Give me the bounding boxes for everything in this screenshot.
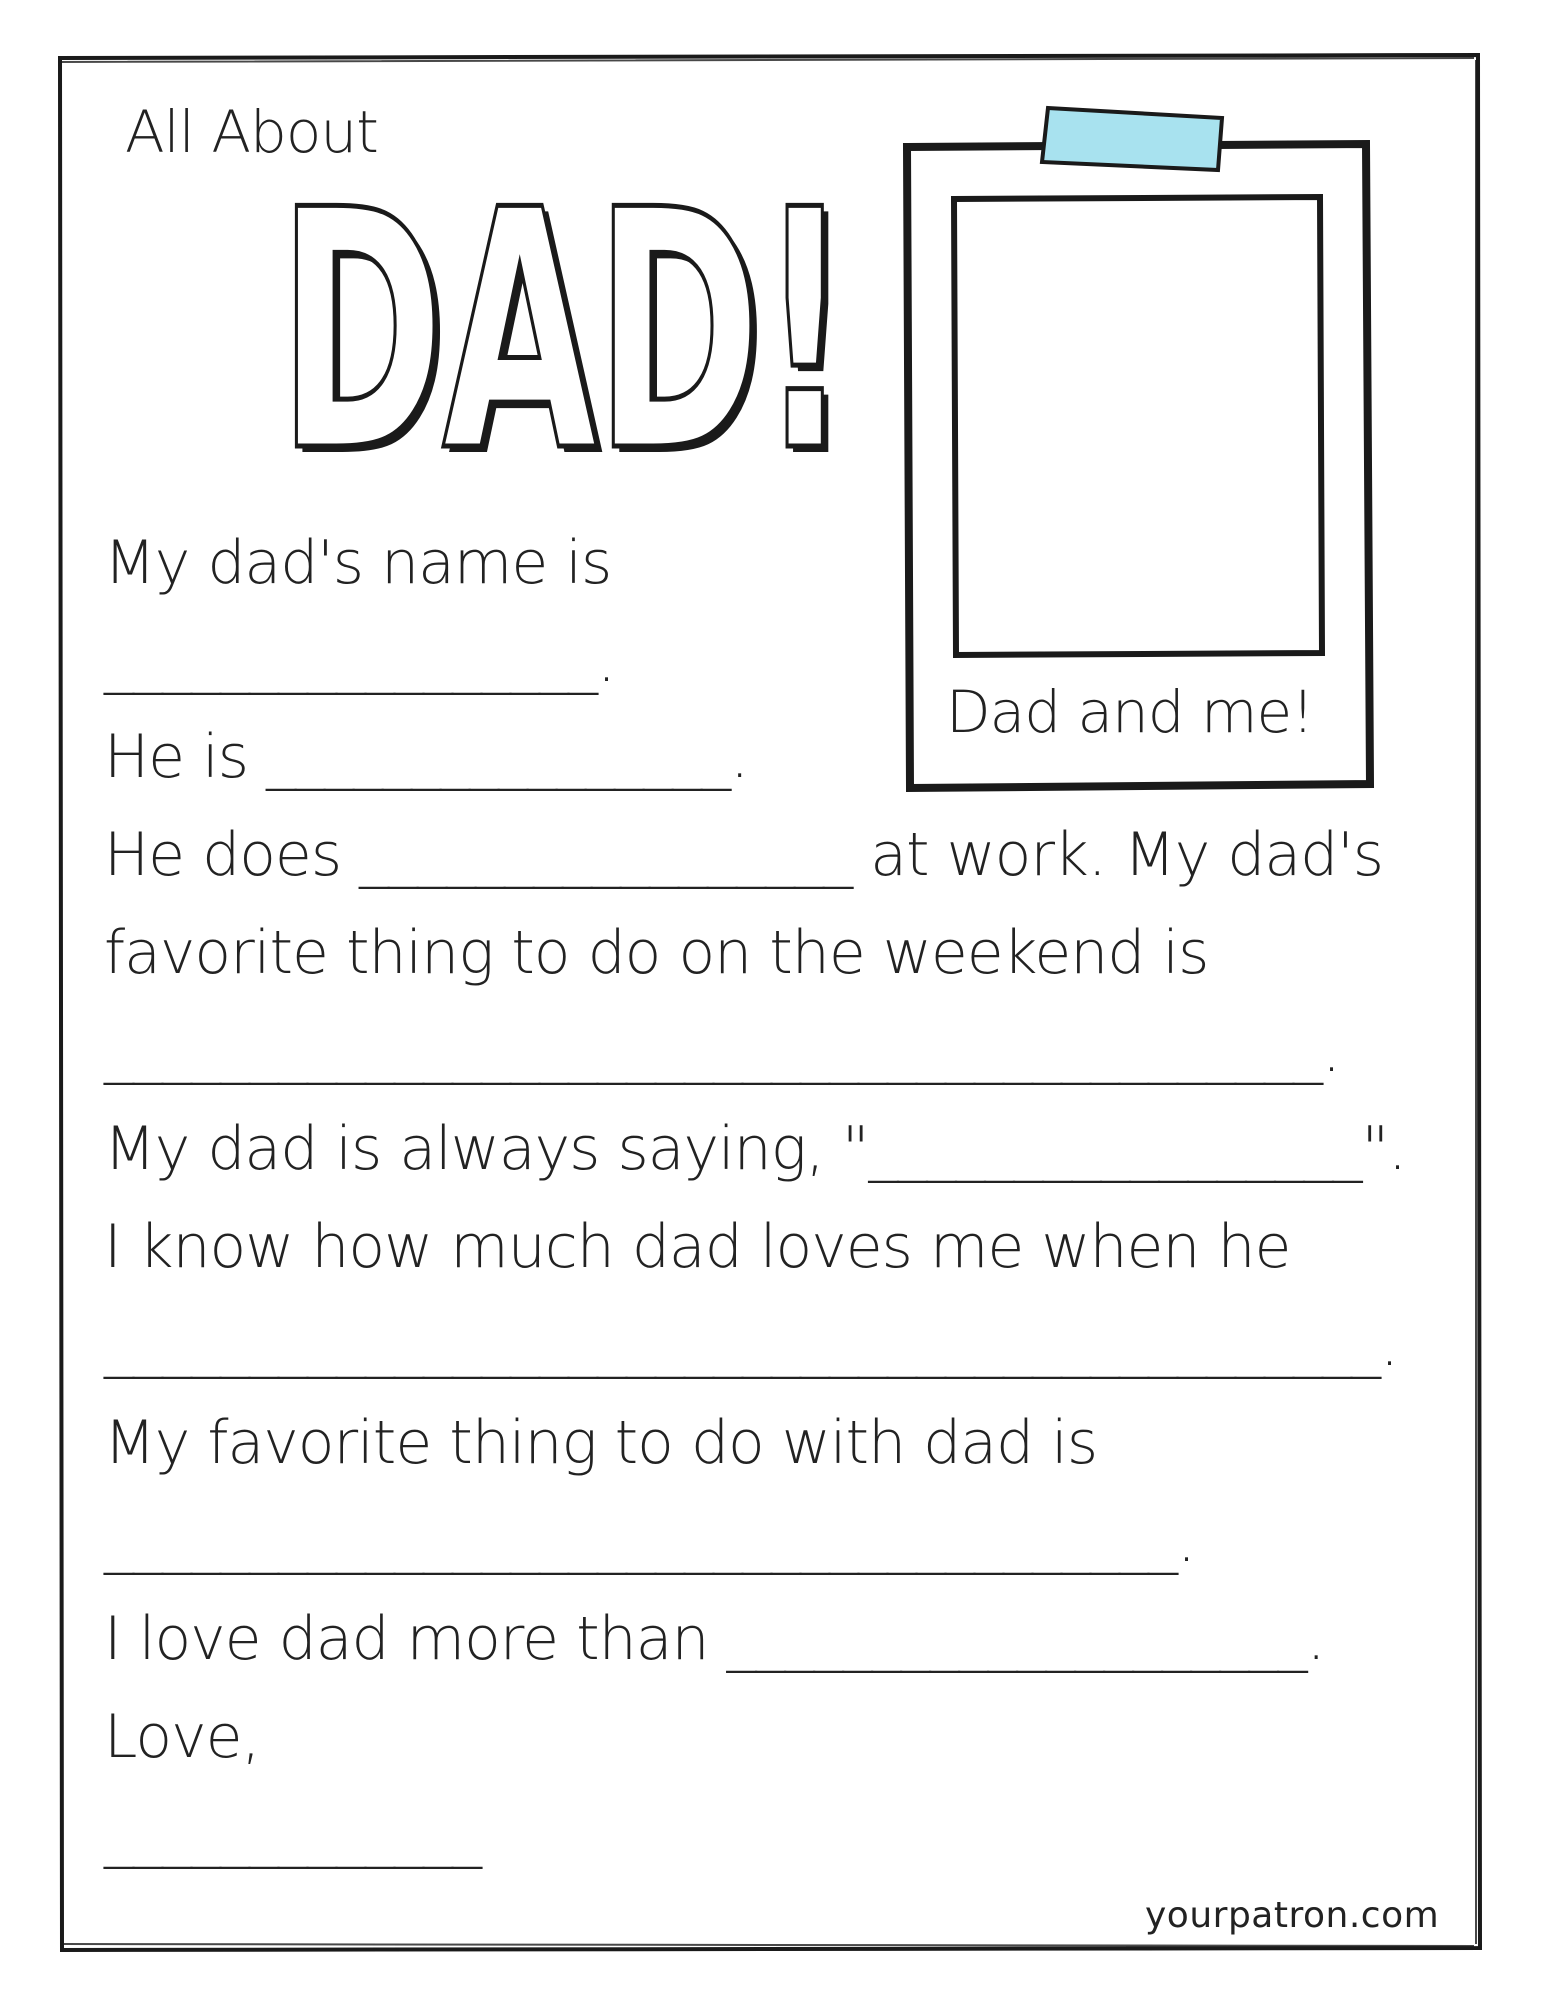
line-weekend: favorite thing to do on the weekend is xyxy=(104,918,1209,988)
line-dad-name: My dad's name is xyxy=(104,528,612,598)
blank-dad-name: _________________. xyxy=(104,626,616,696)
line-love-signoff: Love, xyxy=(104,1702,260,1772)
dad-title xyxy=(278,180,868,470)
blank-signature: _____________ xyxy=(104,1800,481,1870)
dad-title-text: DAD! xyxy=(278,180,848,470)
line-he-is: He is ________________. xyxy=(104,722,749,792)
line-loves-me: I know how much dad loves me when he xyxy=(104,1212,1291,1282)
blank-favorite-thing: _____________________________________. xyxy=(104,1506,1196,1576)
dad-title-shadow: DAD! xyxy=(284,180,854,470)
pre-title: All About xyxy=(125,98,378,166)
photo-caption: Dad and me! xyxy=(946,678,1314,746)
footer-url: yourpatron.com xyxy=(1145,1895,1440,1936)
line-at-work: He does _________________ at work. My dad's xyxy=(104,820,1383,890)
blank-loves-me: ____________________________________________. xyxy=(104,1310,1399,1380)
line-love-more-than: I love dad more than ____________________. xyxy=(104,1604,1325,1674)
tape xyxy=(1042,108,1222,170)
line-saying: My dad is always saying, "_________________". xyxy=(104,1114,1407,1184)
blank-weekend: __________________________________________. xyxy=(104,1016,1341,1086)
line-favorite-thing: My favorite thing to do with dad is xyxy=(104,1408,1098,1478)
photo-area xyxy=(954,197,1322,655)
